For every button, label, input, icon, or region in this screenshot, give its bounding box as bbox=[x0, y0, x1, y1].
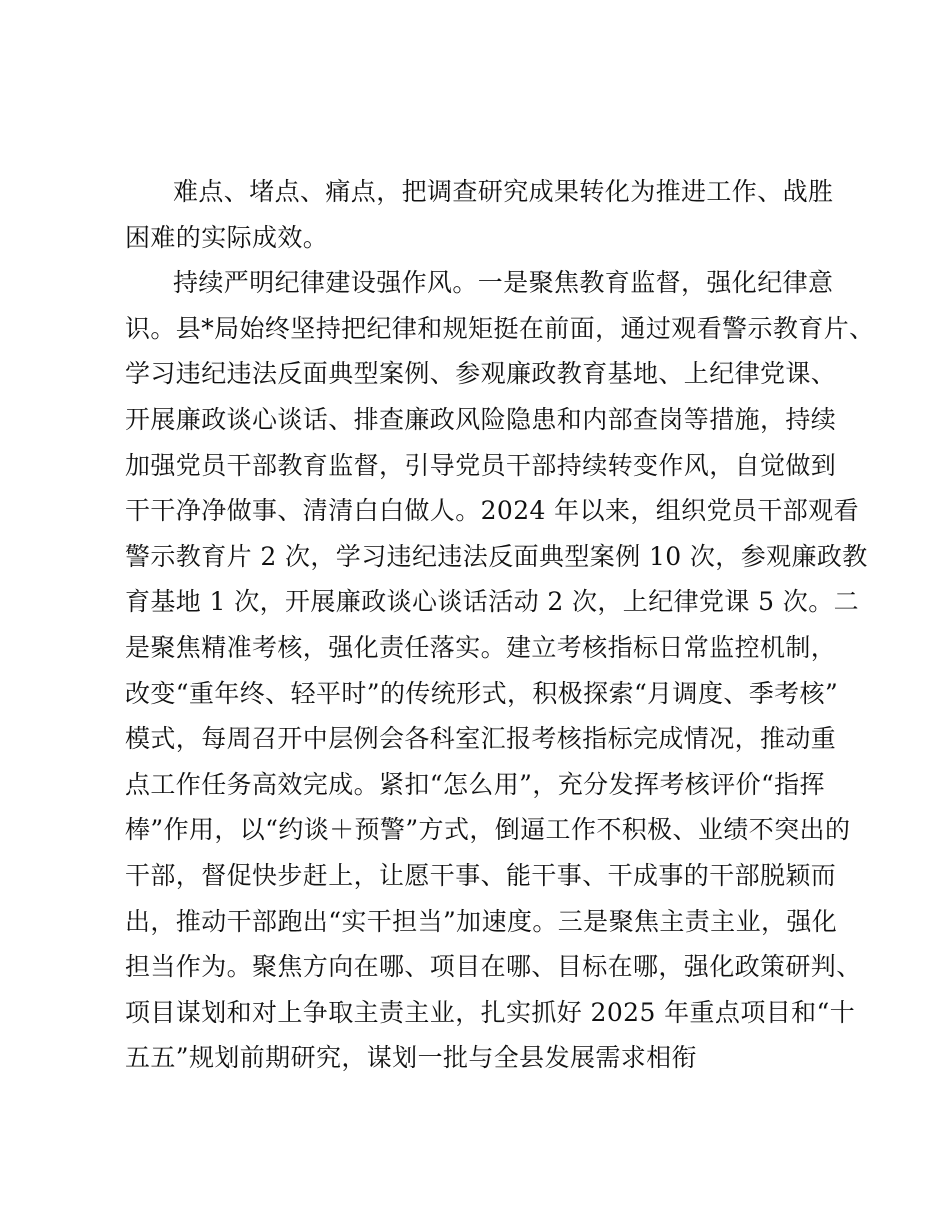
paragraph-line: 识。县*局始终坚持把纪律和规矩挺在前面，通过观看警示教育片、 bbox=[125, 313, 875, 343]
paragraph-line: 改变“重年终、轻平时”的传统形式，积极探索“月调度、季考核” bbox=[125, 678, 839, 708]
paragraph-line: 困难的实际成效。 bbox=[125, 222, 329, 252]
document-body bbox=[125, 169, 875, 1081]
paragraph-line: 警示教育片 2 次，学习违纪违法反面典型案例 10 次，参观廉政教 bbox=[125, 541, 868, 571]
paragraph-line: 担当作为。聚焦方向在哪、项目在哪、目标在哪，强化政策研判、 bbox=[125, 952, 862, 982]
paragraph-line: 模式，每周召开中层例会各科室汇报考核指标完成情况，推动重 bbox=[125, 724, 837, 754]
paragraph-line: 干干净净做事、清清白白做人。2024 年以来，组织党员干部观看 bbox=[125, 496, 859, 526]
paragraph-line: 是聚焦精准考核，强化责任落实。建立考核指标日常监控机制， bbox=[125, 632, 837, 662]
paragraph-line: 出，推动干部跑出“实干担当”加速度。三是聚焦主责主业，强化 bbox=[125, 906, 838, 936]
paragraph-line: 加强党员干部教育监督，引导党员干部持续转变作风，自觉做到 bbox=[125, 450, 837, 480]
paragraph-line: 棒”作用，以“约谈＋预警”方式，倒逼工作不积极、业绩不突出的 bbox=[125, 815, 851, 845]
paragraph-line: 项目谋划和对上争取主责主业，扎实抓好 2025 年重点项目和“十 bbox=[125, 997, 856, 1027]
paragraph-line: 育基地 1 次，开展廉政谈心谈话活动 2 次，上纪律党课 5 次。二 bbox=[125, 587, 860, 617]
paragraph-line: 学习违纪违法反面典型案例、参观廉政教育基地、上纪律党课、 bbox=[125, 359, 837, 389]
paragraph-line: 干部，督促快步赶上，让愿干事、能干事、干成事的干部脱颖而 bbox=[125, 860, 837, 890]
paragraph-line: 开展廉政谈心谈话、排查廉政风险隐患和内部查岗等措施，持续 bbox=[125, 404, 837, 434]
paragraph-line: 难点、堵点、痛点，把调查研究成果转化为推进工作、战胜 bbox=[173, 177, 834, 206]
paragraph-line: 持续严明纪律建设强作风。一是聚焦教育监督，强化纪律意 bbox=[173, 268, 834, 298]
paragraph-line: 点工作任务高效完成。紧扣“怎么用”，充分发挥考核评价“指挥 bbox=[125, 769, 825, 799]
paragraph-line: 五五”规划前期研究，谋划一批与全县发展需求相衔 bbox=[125, 1043, 697, 1073]
